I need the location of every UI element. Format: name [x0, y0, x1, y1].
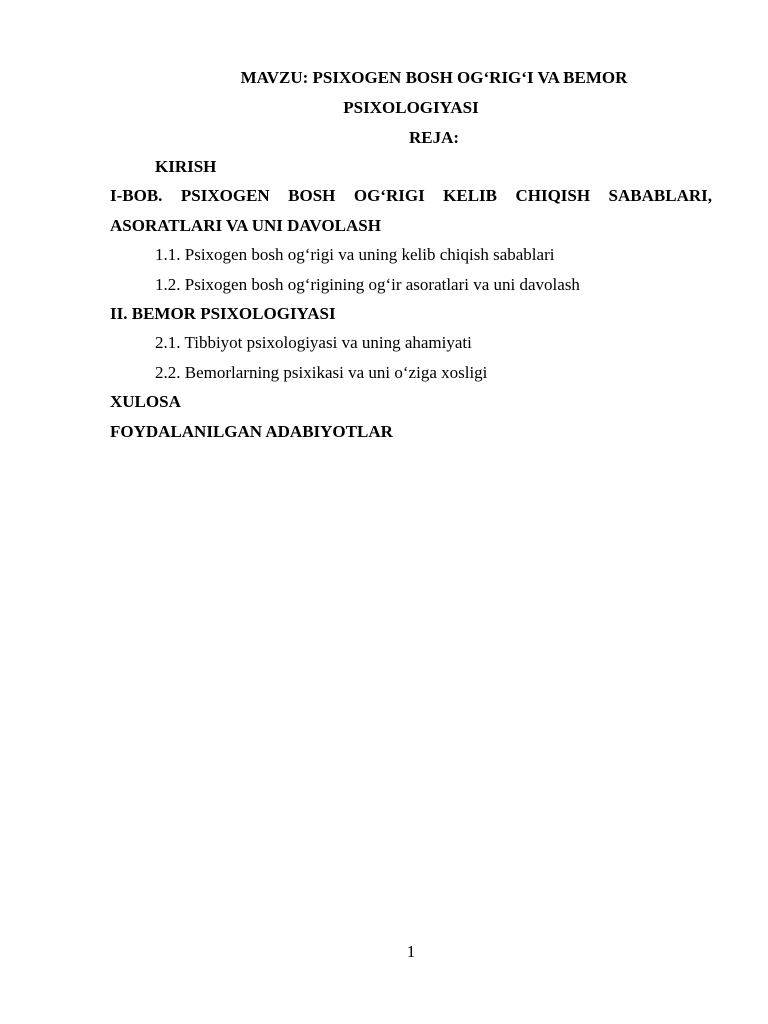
toc-section-1-2: 1.2. Psixogen bosh og‘rigining og‘ir asoratlari va uni davolash	[155, 275, 580, 294]
toc-item-conclusion: XULOSA	[110, 392, 181, 411]
page-number: 1	[406, 942, 416, 961]
document-title-line-2: PSIXOLOGIYASI	[343, 98, 479, 117]
plan-heading: REJA:	[408, 128, 460, 147]
toc-chapter-2: II. BEMOR PSIXOLOGIYASI	[110, 304, 336, 323]
toc-chapter-1-line-1: I-BOB. PSIXOGEN BOSH OG‘RIGI KELIB CHIQISH SABABLARI,	[110, 186, 712, 205]
toc-section-1-1: 1.1. Psixogen bosh og‘rigi va uning kelib chiqish sabablari	[155, 245, 555, 264]
toc-chapter-1-line-2: ASORATLARI VA UNI DAVOLASH	[110, 216, 381, 235]
toc-section-2-2: 2.2. Bemorlarning psixikasi va uni o‘ziga xosligi	[155, 363, 488, 382]
toc-item-intro: KIRISH	[155, 157, 217, 176]
toc-section-2-1: 2.1. Tibbiyot psixologiyasi va uning ahamiyati	[155, 333, 472, 352]
toc-item-references: FOYDALANILGAN ADABIYOTLAR	[110, 422, 393, 441]
document-title-line-1: MAVZU: PSIXOGEN BOSH OG‘RIG‘I VA BEMOR	[240, 68, 628, 87]
